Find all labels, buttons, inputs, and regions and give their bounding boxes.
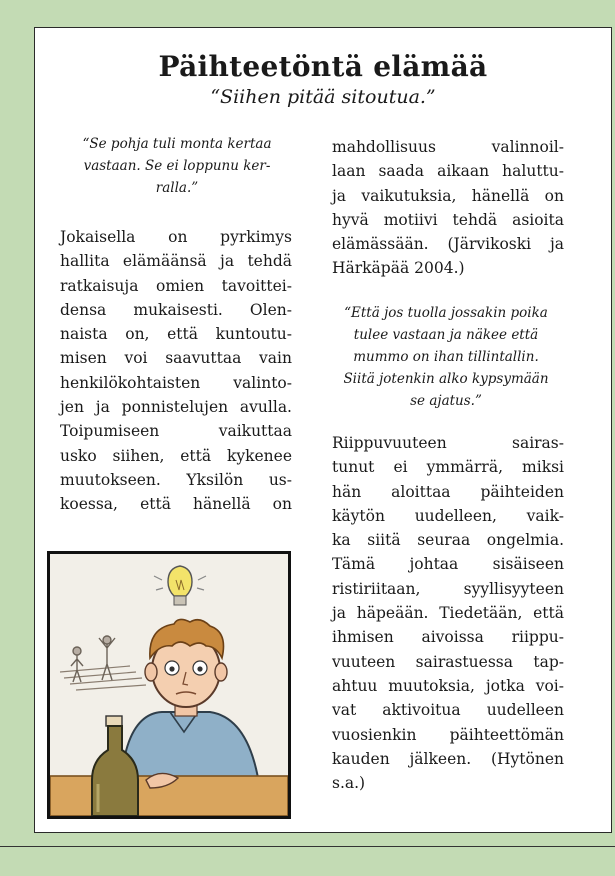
text-line: ahtuu muutoksia, jotka voi-	[332, 676, 564, 695]
text-line: ja häpeään. Tiedetään, että	[332, 604, 564, 623]
text-line: hyvä motiivi tehdä asioita	[332, 210, 564, 229]
article-title: Päihteetöntä elämää	[158, 50, 488, 83]
text-line: tunut ei ymmärrä, miksi	[332, 458, 564, 477]
text-line: ka siitä seuraa ongelmia.	[332, 531, 564, 550]
text-line: ristiriitaan, syyllisyyteen	[332, 579, 564, 598]
text-line: Riippuvuuteen sairas-	[332, 434, 564, 452]
quote-line: se ajatus.”	[410, 393, 482, 409]
text-line: Toipumiseen vaikuttaa	[60, 422, 292, 441]
text-line: kauden jälkeen. (Hytönen	[332, 749, 564, 768]
text-line: käytön uudelleen, vaik-	[332, 506, 564, 525]
text-line: misen voi saavuttaa vain	[60, 349, 292, 368]
text-line: s.a.)	[332, 774, 366, 793]
text-line: vuosienkin päihteettömän	[332, 725, 564, 744]
quote-line: Siitä jotenkin alko kypsymään	[343, 371, 549, 387]
pull-quote-1	[61, 133, 293, 199]
text-line: hallita elämäänsä ja tehdä	[60, 252, 292, 271]
text-line: henkilökohtaisten valinto-	[60, 373, 292, 392]
quote-line: mummo on ihan tillintallin.	[353, 349, 539, 365]
quote-line: “Se pohja tuli monta kertaa	[82, 136, 272, 152]
quote-line: tulee vastaan ja näkee että	[353, 327, 539, 343]
text-line: vuuteen sairastuessa tap-	[332, 652, 564, 671]
body-text-right-2	[332, 431, 564, 795]
text-line: vat aktivoitua uudelleen	[332, 701, 564, 720]
text-line: hän aloittaa päihteiden	[332, 482, 564, 501]
text-line: ja vaikutuksia, hänellä on	[332, 186, 564, 205]
text-line: Härkäpää 2004.)	[332, 259, 465, 278]
text-line: ihmisen aivoissa riippu-	[332, 628, 564, 647]
bottom-band	[0, 846, 615, 876]
pull-quote-2	[326, 302, 566, 412]
text-line: naista on, että kuntoutu-	[60, 325, 292, 344]
article-page	[34, 27, 612, 833]
text-line: usko siihen, että kykenee	[60, 446, 292, 465]
quote-line: vastaan. Se ei loppunu ker-	[83, 158, 271, 174]
text-line: Jokaisella on pyrkimys	[60, 228, 292, 246]
text-line: jen ja ponnistelujen avulla.	[60, 398, 292, 417]
illustration-man-with-bottle	[47, 551, 291, 819]
text-line: Tämä johtaa sisäiseen	[332, 555, 564, 574]
quote-line: ralla.”	[155, 180, 199, 196]
body-text-left	[60, 225, 292, 517]
quote-line: “Että jos tuolla jossakin poika	[344, 305, 548, 321]
text-line: ratkaisuja omien tavoittei-	[60, 276, 292, 295]
text-line: muutokseen. Yksilön us-	[60, 470, 292, 489]
text-line: koessa, että hänellä on	[60, 495, 292, 514]
text-line: laan saada aikaan haluttu-	[332, 162, 564, 181]
text-line: mahdollisuus valinnoil-	[332, 138, 564, 156]
text-line: densa mukaisesti. Olen-	[60, 300, 292, 319]
body-text-right-1	[332, 135, 564, 281]
text-line: elämässään. (Järvikoski ja	[332, 235, 564, 254]
article-subtitle: “Siihen pitää sitoutua.”	[210, 86, 436, 108]
